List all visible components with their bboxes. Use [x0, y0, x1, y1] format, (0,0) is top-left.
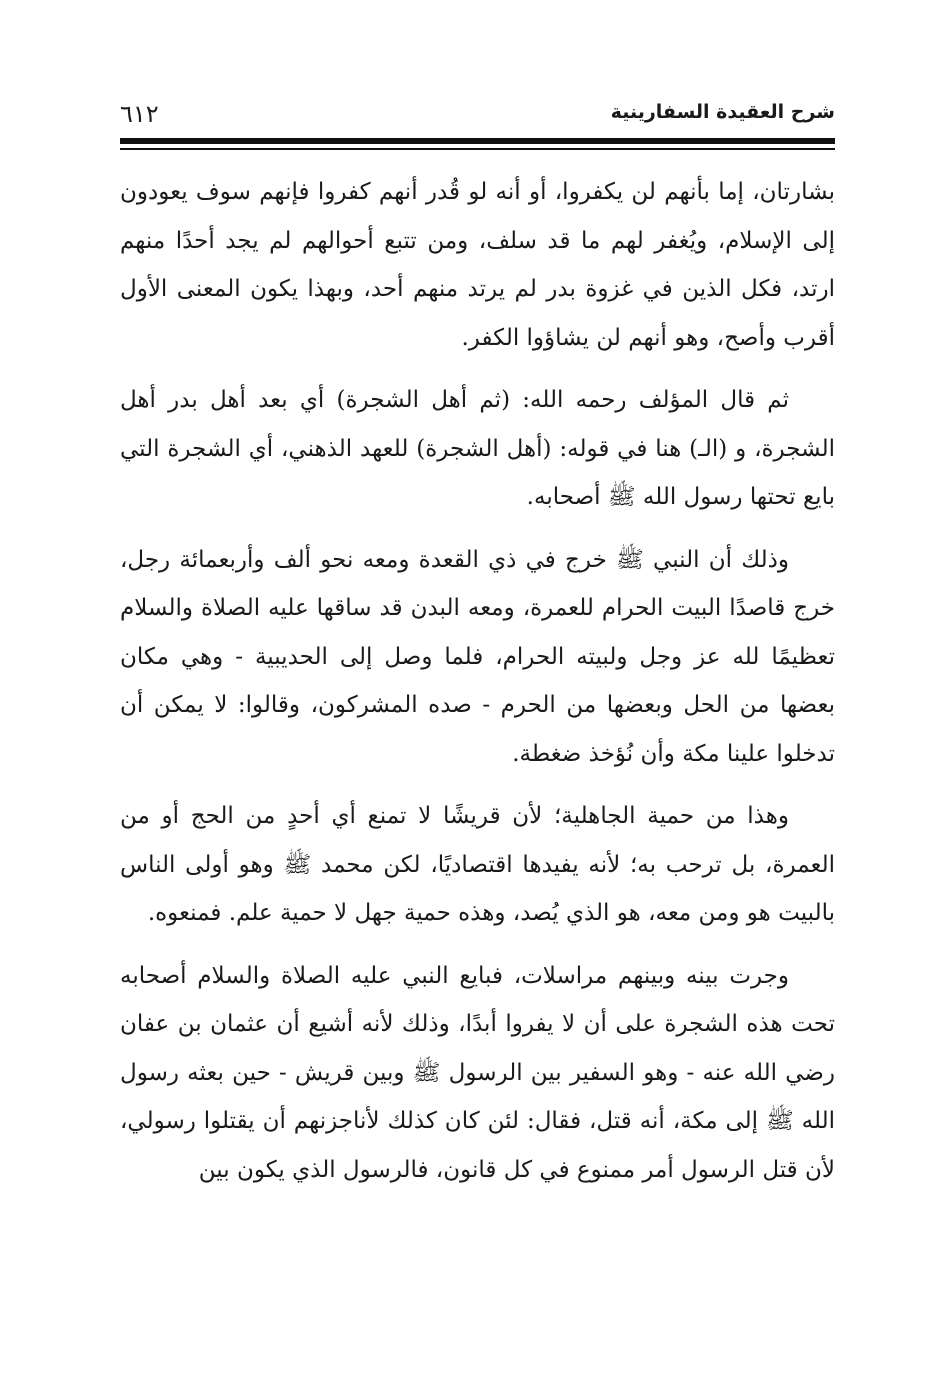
paragraph-5: وجرت بينه وبينهم مراسلات، فبايع النبي عليه الصلاة والسلام أصحابه تحت هذه الشجرة على أن لا يفروا أبدًا، وذلك لأنه أشيع أن عثمان بن عفان رضي الله عنه - وهو السفير بين الرسول ﷺ وبين قريش - حين بعثه رسول الله ﷺ إلى مكة، أنه قتل، فقال: لئن كان كذلك لأناجزنهم أن يقتلوا رسولي، لأن قتل الرسول أمر ممنوع في كل قانون، فالرسول الذي يكون بين	[120, 962, 835, 1183]
header-rule-thick	[120, 138, 835, 144]
paragraph-4: وهذا من حمية الجاهلية؛ لأن قريشًا لا تمنع أي أحدٍ من الحج أو من العمرة، بل ترحب به؛ لأنه يفيدها اقتصاديًا، لكن محمد ﷺ وهو أولى الناس بالبيت هو ومن معه، هو الذي يُصد، وهذه حمية جهل لا حمية علم. فمنعوه.	[120, 803, 835, 926]
paragraph-1: بشارتان، إما بأنهم لن يكفروا، أو أنه لو قُدر أنهم كفروا فإنهم سوف يعودون إلى الإسلام، ويُغفر لهم ما قد سلف، ومن تتبع أحوالهم لم يجد أحدًا منهم ارتد، فكل الذين في غزوة بدر لم يرتد منهم أحد، وبهذا يكون المعنى الأول أقرب وأصح، وهو أنهم لن يشاؤوا الكفر.	[120, 179, 835, 351]
page-number: ٦١٢	[120, 100, 159, 128]
running-title: شرح العقيدة السفارينية	[610, 101, 835, 123]
paragraph-3: وذلك أن النبي ﷺ خرج في ذي القعدة ومعه نحو ألف وأربعمائة رجل، خرج قاصدًا البيت الحرام للعمرة، ومعه البدن قد ساقها عليه الصلاة والسلام تعظيمًا لله عز وجل ولبيته الحرام، فلما وصل إلى الحديبية - وهي مكان بعضها من الحل وبعضها من الحرم - صده المشركون، وقالوا: لا يمكن أن تدخلوا علينا مكة وأن نُؤخذ ضغطة.	[120, 546, 835, 767]
header-rule-thin	[120, 148, 835, 150]
paragraph-2: ثم قال المؤلف رحمه الله: (ثم أهل الشجرة) أي بعد أهل بدر أهل الشجرة، و (الـ) هنا في قوله: (أهل الشجرة) للعهد الذهني، أي الشجرة التي بايع تحتها رسول الله ﷺ أصحابه.	[120, 387, 835, 510]
page-body	[120, 168, 835, 1194]
page-header	[120, 96, 835, 136]
